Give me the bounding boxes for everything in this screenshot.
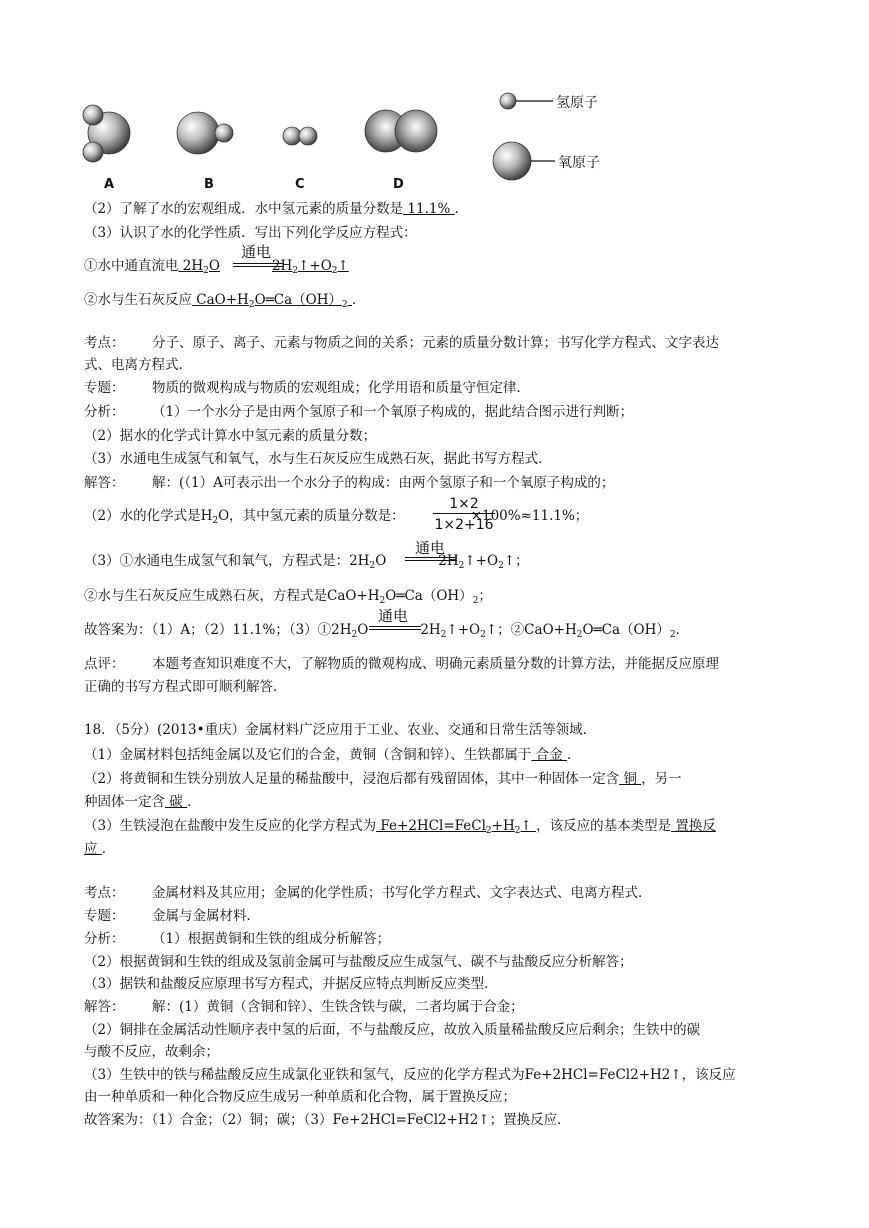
q18-jieda-2: （2）铜排在金属活动性顺序表中氢的后面，不与盐酸反应，故放入质量稀盐酸反应后剩余；生铁中的碳 bbox=[84, 1022, 701, 1038]
molecule-b bbox=[177, 112, 233, 154]
legend-hydrogen bbox=[500, 93, 553, 109]
molecule-d bbox=[365, 110, 437, 152]
q17-jieda: 解答： 解：(（1）A可表示出一个水分子的构成：由两个氢原子和一个氧原子构成的； bbox=[84, 475, 615, 491]
condition-label: 通电 bbox=[415, 539, 446, 557]
reaction-bar bbox=[369, 629, 421, 630]
label-a: A bbox=[104, 177, 115, 192]
q18-part2: （2）将黄铜和生铁分别放人足量的稀盐酸中，浸泡后都有残留固体，其中一种固体一定含 铜 ，另一 bbox=[84, 771, 682, 787]
answer-blank: $CaO+H_2O═Ca(OH)_2$ bbox=[192, 292, 348, 310]
legend-hydrogen-label: 氢原子 bbox=[556, 95, 598, 111]
answer-blank: $Fe+2HCl=FeCl_2+H_2↑$ bbox=[376, 818, 537, 836]
label-c: C bbox=[295, 177, 305, 192]
q18-title: 18．（5分）(2013•重庆）金属材料广泛应用于工业、农业、交通和日常生活等领域． bbox=[84, 722, 597, 738]
q18-jieda: 解答： 解：(1）黄铜（含铜和锌）、生铁含铁与碳，二者均属于合金； bbox=[84, 999, 524, 1015]
q18-jieda-3: 与酸不反应，故剩余； bbox=[84, 1044, 219, 1060]
answer-blank: 11.1% bbox=[403, 201, 455, 217]
q17-fenxi-3: （3）水通电生成氢气和氧气，水与生石灰反应生成熟石灰，据此书写方程式． bbox=[84, 451, 552, 467]
fraction-bar bbox=[433, 513, 495, 514]
q18-kaodian: 考点： 金属材料及其应用；金属的化学性质；书写化学方程式、文字表达式、电离方程式． bbox=[84, 885, 652, 901]
q18-fenxi-2: （2）根据黄铜和生铁的组成及氢前金属可与盐酸反应生成氢气、碳不与盐酸反应分析解答； bbox=[84, 954, 633, 970]
q18-part3: （3）生铁浸泡在盐酸中发生反应的化学方程式为 $Fe+2HCl=FeCl_2+H_2↑$ ，该反应的基本类型是 置换反 bbox=[84, 818, 716, 836]
answer-blank: 合金 bbox=[531, 747, 567, 763]
q18-jieda-5: 由一种单质和一种化合物反应生成另一种单质和化合物，属于置换反应； bbox=[84, 1089, 516, 1105]
q18-jieda-4: （3）生铁中的铁与稀盐酸反应生成氯化亚铁和氢气，反应的化学方程式为Fe+2HCl=FeCl2+H2↑，该反应 bbox=[84, 1067, 736, 1083]
fraction-denominator: 1×2+16 bbox=[434, 517, 494, 533]
condition-label: 通电 bbox=[241, 243, 272, 261]
q17-ans4: ②水与生石灰反应生成熟石灰，方程式是$CaO+H_2O═Ca(OH)_2$； bbox=[84, 588, 492, 606]
answer-blank: 置换反 bbox=[671, 818, 716, 834]
q18-zhuanti: 专题： 金属与金属材料． bbox=[84, 908, 260, 924]
q17-fenxi-2: （2）据水的化学式计算水中氢元素的质量分数； bbox=[84, 428, 377, 444]
molecule-a bbox=[83, 105, 130, 162]
condition-label: 通电 bbox=[378, 607, 409, 625]
reaction-bar bbox=[405, 560, 457, 561]
q17-ans3: （3）①水通电生成氢气和氧气，方程式是：$2H_2O$ $2H_2↑+O_2↑$； bbox=[84, 553, 529, 571]
reaction-bar bbox=[405, 557, 457, 558]
q17-final: 故答案为：（1）A；（2）11.1%；$(3)①2H_2O$ $2H_2↑+O_2↑$；$②CaO+H_2O═Ca(OH)_2$． bbox=[84, 622, 690, 640]
q17-zhuanti: 专题： 物质的微观构成与物质的宏观组成；化学用语和质量守恒定律． bbox=[84, 380, 530, 396]
q17-part3: （3）认识了水的化学性质．写出下列化学反应方程式： bbox=[84, 225, 417, 241]
reaction-bar bbox=[233, 266, 284, 267]
legend-oxygen-label: 氧原子 bbox=[558, 155, 600, 171]
answer-blank: 碳 bbox=[165, 794, 188, 810]
q17-fenxi: 分析： （1）一个水分子是由两个氢原子和一个氧原子构成的，据此结合图示进行判断； bbox=[84, 404, 634, 420]
fraction-numerator: 1×2 bbox=[449, 496, 479, 512]
q17-kaodian-2: 式、电离方程式． bbox=[84, 357, 192, 373]
q18-jieda-6: 故答案为：（1）合金；（2）铜；碳；（3）Fe+2HCl=FeCl2+H2↑；置换反应． bbox=[84, 1112, 571, 1128]
answer-blank: 应 bbox=[84, 841, 102, 857]
reaction-bar bbox=[369, 626, 421, 627]
q17-dianping-2: 正确的书写方程式即可顺利解答． bbox=[84, 679, 287, 695]
q18-fenxi: 分析： （1）根据黄铜和生铁的组成分析解答； bbox=[84, 931, 391, 947]
answer-blank: 铜 bbox=[619, 771, 642, 787]
molecule-figure bbox=[0, 0, 869, 200]
q17-kaodian: 考点： 分子、原子、离子、元素与物质之间的关系；元素的质量分数计算；书写化学方程式、文字表达 bbox=[84, 335, 719, 351]
q17-dianping: 点评： 本题考查知识难度不大，了解物质的微观构成、明确元素质量分数的计算方法，并能据反应原理 bbox=[84, 656, 719, 672]
label-b: B bbox=[204, 177, 214, 192]
q18-part3-b: 应 ． bbox=[84, 841, 116, 857]
molecule-c bbox=[283, 127, 317, 145]
reaction-bar bbox=[233, 263, 284, 264]
answer-blank: $2H_2O$ $2H_2↑+O_2↑$ bbox=[178, 258, 349, 276]
q18-part1: （1）金属材料包括纯金属以及它们的合金，黄铜（含铜和锌）、生铁都属于 合金 ． bbox=[84, 747, 581, 763]
q17-calc: （2）水的化学式是$H_2O$，其中氢元素的质量分数是： ×100%≈11.1%； bbox=[84, 508, 589, 526]
q17-eq1: ①水中通直流电 $2H_2O$ $2H_2↑+O_2↑$ bbox=[84, 258, 349, 276]
label-d: D bbox=[393, 177, 404, 192]
q17-eq2: ②水与生石灰反应 $CaO+H_2O═Ca(OH)_2$ ． bbox=[84, 292, 366, 310]
q18-fenxi-3: （3）据铁和盐酸反应原理书写方程式，并据反应特点判断反应类型． bbox=[84, 976, 498, 992]
q18-part2-b: 种固体一定含 碳 ． bbox=[84, 794, 201, 810]
q17-part2: （2）了解了水的宏观组成．水中氢元素的质量分数是 11.1% ． bbox=[84, 201, 469, 217]
legend-oxygen bbox=[493, 142, 555, 180]
